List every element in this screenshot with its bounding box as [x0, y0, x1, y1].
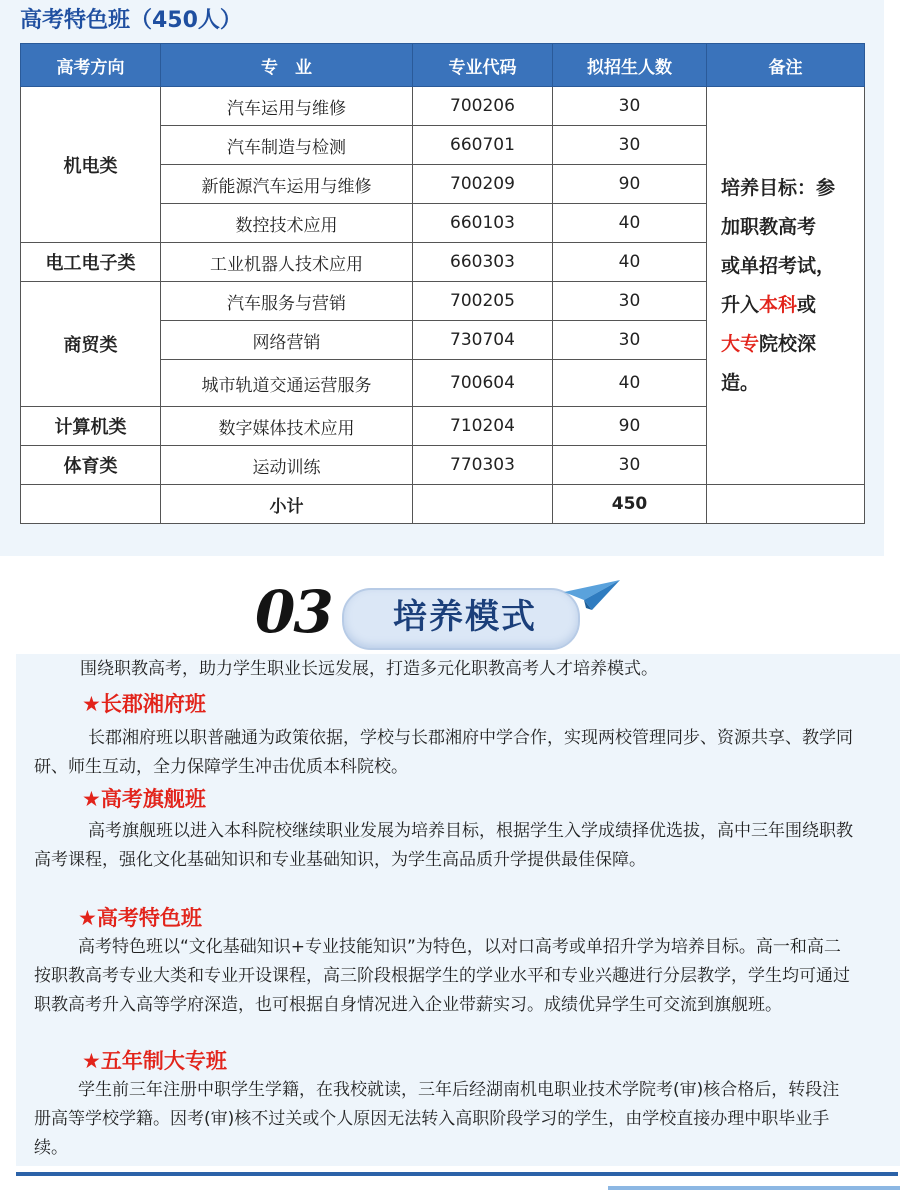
code-cell: 660103	[413, 204, 553, 243]
section-title: 高考特色班（450人）	[20, 8, 242, 33]
major-cell: 汽车服务与营销	[161, 282, 413, 321]
count-cell: 90	[553, 165, 707, 204]
remark-line: 加职教高考	[721, 215, 817, 238]
subtotal-value: 450	[553, 485, 707, 524]
section-heading: ★长郡湘府班	[82, 692, 206, 716]
major-cell: 新能源汽车运用与维修	[161, 165, 413, 204]
code-cell: 700209	[413, 165, 553, 204]
header-major: 专 业	[161, 44, 413, 87]
code-cell: 770303	[413, 446, 553, 485]
count-cell: 90	[553, 407, 707, 446]
major-cell: 汽车运用与维修	[161, 87, 413, 126]
code-cell: 700604	[413, 360, 553, 407]
count-cell: 30	[553, 282, 707, 321]
remark-line: 造。	[721, 371, 760, 394]
direction-cell: 计算机类	[21, 407, 161, 446]
remark-text: 升入	[721, 293, 760, 316]
section-paragraph: 长郡湘府班以职普融通为政策依据，学校与长郡湘府中学合作，实现两校管理同步、资源共享、教学同研、师生互动，全力保障学生冲击优质本科院校。	[34, 728, 853, 777]
major-cell: 运动训练	[161, 446, 413, 485]
table-header-row	[21, 44, 865, 87]
section-paragraph: 高考特色班以“文化基础知识+专业技能知识”为特色，以对口高考或单招升学为培养目标。高一和高二按职教高考专业大类和专业开设课程，高三阶段根据学生的学业水平和专业兴趣进行分层教学，学生均可通过职教高考升入高等学府深造，也可根据自身情况进入企业带薪实习。成绩优异学生可交流到旗舰班。	[34, 937, 850, 1015]
remark-line: 或单招考试，	[721, 254, 836, 277]
remark-line	[721, 325, 856, 364]
direction-cell: 商贸类	[21, 282, 161, 407]
empty-cell	[413, 485, 553, 524]
count-cell: 30	[553, 126, 707, 165]
code-cell: 700205	[413, 282, 553, 321]
intro-paragraph: 围绕职教高考，助力学生职业长远发展，打造多元化职教高考人才培养模式。	[80, 659, 658, 679]
subtotal-row	[21, 485, 865, 524]
section-banner	[250, 574, 620, 656]
code-cell: 660303	[413, 243, 553, 282]
empty-cell	[707, 485, 865, 524]
footer-accent-line	[608, 1186, 900, 1190]
section-heading: ★五年制大专班	[82, 1049, 227, 1073]
enrollment-table	[20, 43, 865, 524]
section-paragraph: 学生前三年注册中职学生学籍，在我校就读，三年后经湖南机电职业技术学院考(审)核合格后，转段注册高等学校学籍。因考(审)核不过关或个人原因无法转入高职阶段学习的学生，由学校直接办理中职毕业手续。	[34, 1080, 840, 1158]
major-cell: 数控技术应用	[161, 204, 413, 243]
code-cell: 660701	[413, 126, 553, 165]
major-cell: 网络营销	[161, 321, 413, 360]
count-cell: 40	[553, 360, 707, 407]
banner-number: 03	[255, 578, 332, 646]
paper-plane-icon	[564, 578, 620, 612]
empty-cell	[21, 485, 161, 524]
section-heading: ★高考特色班	[78, 906, 202, 930]
section-heading: ★高考旗舰班	[82, 787, 206, 811]
header-count: 拟招生人数	[553, 44, 707, 87]
major-cell: 工业机器人技术应用	[161, 243, 413, 282]
subtotal-label: 小计	[161, 485, 413, 524]
count-cell: 40	[553, 243, 707, 282]
direction-cell: 机电类	[21, 87, 161, 243]
table-row	[21, 87, 865, 126]
remark-line	[721, 286, 856, 325]
header-direction: 高考方向	[21, 44, 161, 87]
code-cell: 710204	[413, 407, 553, 446]
direction-cell: 体育类	[21, 446, 161, 485]
remark-cell	[707, 87, 865, 485]
footer-divider	[16, 1172, 898, 1176]
count-cell: 30	[553, 446, 707, 485]
count-cell: 30	[553, 321, 707, 360]
remark-highlight: 本科	[759, 293, 798, 316]
major-cell: 数字媒体技术应用	[161, 407, 413, 446]
banner-title: 培养模式	[393, 597, 537, 637]
header-remark: 备注	[707, 44, 865, 87]
direction-cell: 电工电子类	[21, 243, 161, 282]
count-cell: 40	[553, 204, 707, 243]
code-cell: 730704	[413, 321, 553, 360]
remark-line: 培养目标：参	[721, 176, 836, 199]
major-cell: 汽车制造与检测	[161, 126, 413, 165]
header-code: 专业代码	[413, 44, 553, 87]
section-paragraph: 高考旗舰班以进入本科院校继续职业发展为培养目标，根据学生入学成绩择优选拔，高中三年围绕职教高考课程，强化文化基础知识和专业基础知识，为学生高品质升学提供最佳保障。	[34, 821, 853, 870]
major-cell: 城市轨道交通运营服务	[161, 360, 413, 407]
remark-text: 或	[797, 293, 817, 316]
code-cell: 700206	[413, 87, 553, 126]
count-cell: 30	[553, 87, 707, 126]
remark-highlight: 大专	[721, 332, 760, 355]
remark-text: 院校深	[759, 332, 817, 355]
